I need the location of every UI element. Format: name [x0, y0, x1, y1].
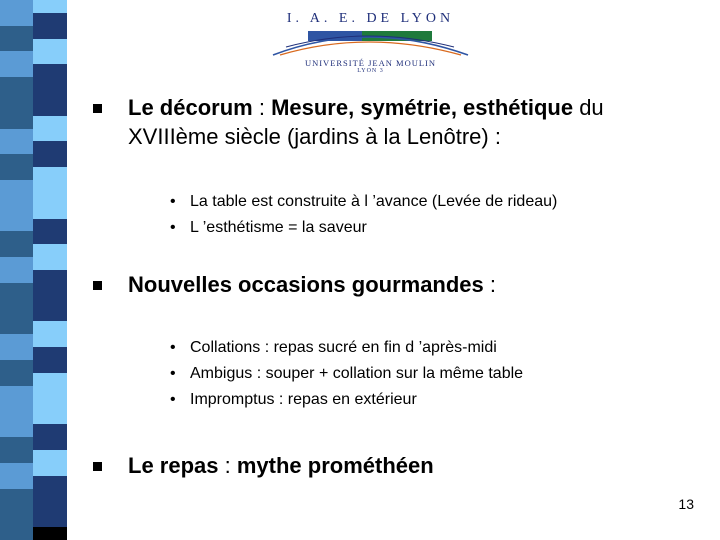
strip-tile	[33, 527, 67, 540]
item-1-part-2: décorum	[159, 95, 253, 120]
strip-tile	[33, 399, 67, 425]
strip-tile	[0, 0, 33, 26]
item-3-part-3: mythe prométhéen	[236, 453, 434, 478]
sub-text: Collations : repas sucré en fin d ’après-midi	[190, 339, 497, 356]
strip-tile	[0, 489, 33, 515]
logo-graphic	[268, 25, 473, 57]
strip-tile	[0, 386, 33, 412]
strip-tile	[0, 180, 33, 206]
item-2-part-1: Nouvelles occasions gourmandes	[128, 272, 484, 297]
strip-tile	[33, 347, 67, 373]
strip-tile	[33, 193, 67, 219]
sub-text: L ’esthétisme = la saveur	[190, 219, 367, 236]
strip-tile	[33, 116, 67, 142]
item-2-subitem-1	[170, 335, 497, 361]
strip-tile	[33, 296, 67, 322]
item-1-part-3: :	[252, 95, 272, 120]
sub-bullet: •	[170, 339, 176, 356]
strip-tile	[33, 0, 67, 13]
item-3-line-1	[128, 453, 434, 479]
item-1-subitem-2	[170, 215, 367, 241]
strip-tile	[33, 141, 67, 167]
strip-tile	[33, 219, 67, 245]
sub-bullet: •	[170, 365, 176, 382]
item-1-line-1	[128, 95, 604, 121]
bullet-square	[93, 462, 102, 471]
iae-lyon-logo	[268, 5, 473, 80]
strip-tile	[0, 231, 33, 257]
item-2-subitem-3	[170, 387, 417, 413]
strip-tile	[33, 501, 67, 527]
item-1-line-2: XVIIIème siècle (jardins à la Lenôtre) :	[128, 124, 501, 149]
item-1-subitem-1	[170, 189, 557, 215]
strip-tile	[33, 90, 67, 116]
bullet-square	[93, 281, 102, 290]
strip-tile	[0, 257, 33, 283]
strip-tile	[33, 13, 67, 39]
strip-tile	[33, 373, 67, 399]
sub-text: La table est construite à l ’avance (Levée de rideau)	[190, 193, 558, 210]
strip-tile	[0, 206, 33, 232]
item-1-part-4: Mesure, symétrie, esthétique	[271, 95, 574, 120]
strip-tile	[0, 411, 33, 437]
bullet-square	[93, 104, 102, 113]
sub-text: Ambigus : souper + collation sur la même table	[190, 365, 524, 382]
strip-tile	[0, 463, 33, 489]
item-1-part-1: Le	[128, 95, 160, 120]
strip-tile	[0, 26, 33, 52]
logo-city: LYON 3	[357, 68, 384, 74]
strip-tile	[0, 103, 33, 129]
page-number: 13	[678, 496, 694, 512]
item-3-part-1: Le repas	[128, 453, 219, 478]
logo-university: UNIVERSITÉ JEAN MOULIN	[304, 58, 437, 68]
logo-title: I. A. E. DE LYON	[286, 11, 455, 26]
strip-tile	[0, 129, 33, 155]
item-1-part-5: du	[573, 95, 604, 120]
strip-tile	[33, 476, 67, 502]
sub-bullet: •	[170, 391, 176, 408]
strip-tile	[33, 270, 67, 296]
strip-tile	[0, 334, 33, 360]
strip-tile	[0, 360, 33, 386]
item-2-line-1	[128, 272, 496, 298]
item-2-part-2: :	[483, 272, 497, 297]
strip-tile	[0, 154, 33, 180]
strip-tile	[33, 424, 67, 450]
sub-bullet: •	[170, 219, 176, 236]
strip-tile	[33, 64, 67, 90]
item-2-subitem-2	[170, 361, 523, 387]
strip-tile	[0, 514, 33, 540]
strip-tile	[0, 437, 33, 463]
strip-tile	[0, 77, 33, 103]
strip-tile	[0, 283, 33, 309]
strip-tile	[33, 39, 67, 65]
strip-tile	[33, 321, 67, 347]
decorative-side-strip	[0, 0, 67, 540]
strip-tile	[33, 450, 67, 476]
strip-tile	[0, 309, 33, 335]
sub-bullet: •	[170, 193, 176, 210]
strip-tile	[0, 51, 33, 77]
strip-tile	[33, 167, 67, 193]
strip-tile	[33, 244, 67, 270]
item-3-part-2: :	[218, 453, 237, 478]
sub-text: Impromptus : repas en extérieur	[190, 391, 417, 408]
